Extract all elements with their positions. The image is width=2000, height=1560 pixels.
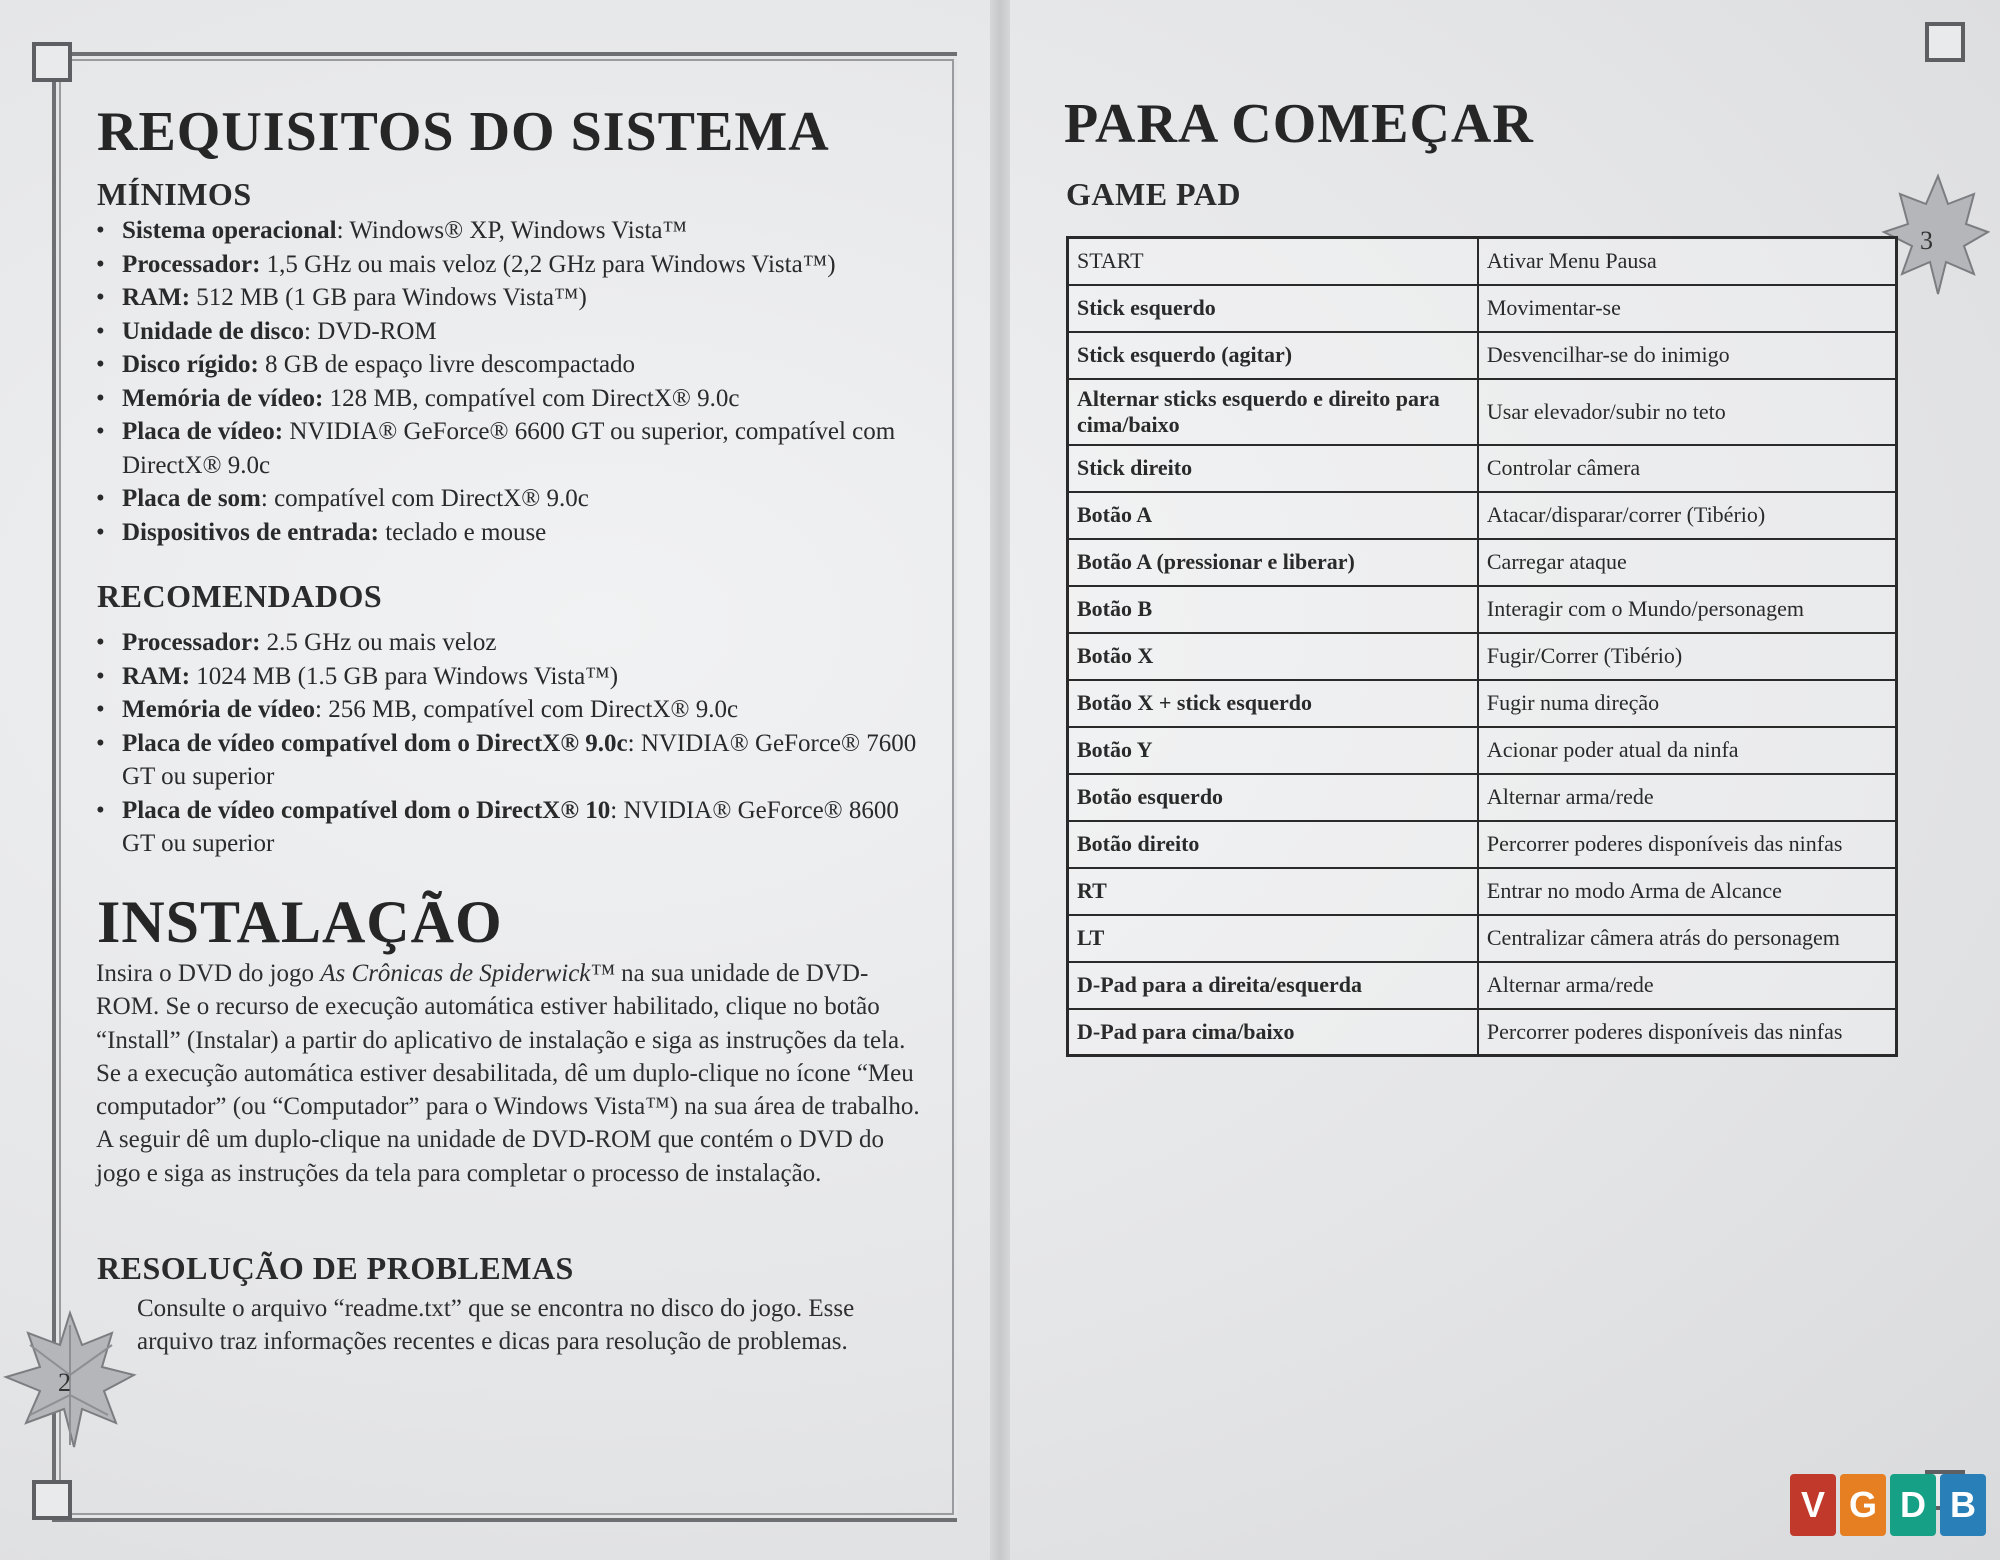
requirement-value: teclado e mouse [378, 518, 547, 546]
requirement-separator: : [610, 796, 618, 824]
requirement-label: Memória de vídeo [122, 696, 316, 723]
requirement-label: Processador: [122, 629, 261, 656]
page-number: 2 [58, 1368, 71, 1397]
control-input-cell: D-Pad para cima/baixo [1068, 1009, 1478, 1056]
control-input-cell: LT [1068, 915, 1478, 962]
table-row [1068, 379, 1897, 445]
watermark-letter: B [1940, 1474, 1986, 1536]
requirement-value: 2.5 GHz ou mais veloz [260, 629, 497, 656]
control-input-cell: RT [1068, 868, 1478, 915]
requirement-label: Disco rígido: [122, 351, 259, 378]
control-action-cell: Controlar câmera [1478, 445, 1897, 492]
installation-text: Insira o DVD do jogo [96, 960, 321, 987]
control-action-cell: Interagir com o Mundo/personagem [1478, 586, 1897, 633]
requirement-item [94, 248, 934, 282]
requirement-item [94, 693, 934, 727]
requirement-value: 1,5 GHz ou mais veloz (2,2 GHz para Windows Vista™) [260, 250, 836, 278]
control-input-cell: START [1068, 238, 1478, 285]
requirement-item [94, 727, 934, 794]
requirement-separator: : [260, 485, 268, 512]
requirement-item [94, 281, 934, 315]
requirement-label: Placa de som [122, 485, 261, 512]
minimum-requirements-list [94, 214, 934, 549]
control-action-cell: Entrar no modo Arma de Alcance [1478, 868, 1897, 915]
table-row [1068, 332, 1897, 379]
requirement-separator: : [303, 317, 311, 345]
page-number: 3 [1920, 226, 1933, 255]
control-input-cell: Botão X [1068, 633, 1478, 680]
frame-corner-ornament [32, 42, 72, 82]
control-action-cell: Alternar arma/rede [1478, 962, 1897, 1009]
requirement-item [94, 348, 934, 382]
control-action-cell: Atacar/disparar/correr (Tibério) [1478, 492, 1897, 539]
table-row [1068, 445, 1897, 492]
requirement-label: RAM: [122, 662, 191, 690]
control-input-cell: Botão direito [1068, 821, 1478, 868]
requirement-label: Placa de vídeo compatível dom o DirectX® 10 [122, 796, 611, 824]
control-input-cell: Stick esquerdo [1068, 285, 1478, 332]
table-row [1068, 774, 1897, 821]
requirement-label: Memória de vídeo: [122, 384, 324, 412]
control-input-cell: Alternar sticks esquerdo e direito para cima/baixo [1068, 379, 1478, 445]
system-requirements-title: REQUISITOS DO SISTEMA [97, 101, 830, 163]
requirement-item [94, 794, 934, 861]
table-row [1068, 586, 1897, 633]
requirement-value: NVIDIA® GeForce® 7600 GT ou superior [122, 729, 917, 790]
game-pad-controls-table [1066, 236, 1898, 1057]
requirement-value: 1024 MB (1.5 GB para Windows Vista™) [190, 662, 619, 690]
control-action-cell: Acionar poder atual da ninfa [1478, 727, 1897, 774]
installation-text: na sua unidade de DVD-ROM. Se o recurso de execução automática estiver habilitado, clique no botão “Install” (Instalar) a partir do aplicativo de instalação e siga as instruções da tela. Se a execução automática estiver desabilitada, dê um duplo-clique no ícone “Meu computador” (ou “Computador” para o Windows Vista™) na sua área de trabalho. A seguir dê um duplo-clique na unidade de DVD-ROM que contém o DVD do jogo e siga as instruções da tela para completar o processo de instalação. [96, 960, 920, 1187]
control-input-cell: Botão esquerdo [1068, 774, 1478, 821]
control-input-cell: Botão A [1068, 492, 1478, 539]
requirement-value: 256 MB, compatível com DirectX® 9.0c [321, 696, 739, 723]
table-row [1068, 285, 1897, 332]
requirement-label: Placa de vídeo compatível dom o DirectX® 9.0c [122, 729, 628, 757]
table-row [1068, 238, 1897, 285]
requirement-label: Placa de vídeo: [122, 418, 284, 445]
requirement-item [94, 516, 934, 550]
watermark-letter: V [1790, 1474, 1836, 1536]
control-action-cell: Percorrer poderes disponíveis das ninfas [1478, 821, 1897, 868]
control-action-cell: Alternar arma/rede [1478, 774, 1897, 821]
table-row [1068, 492, 1897, 539]
control-action-cell: Ativar Menu Pausa [1478, 238, 1897, 285]
requirement-item [94, 482, 934, 516]
watermark-letter: D [1890, 1474, 1936, 1536]
requirement-item [94, 626, 934, 660]
control-action-cell: Usar elevador/subir no teto [1478, 379, 1897, 445]
frame-corner-ornament [1925, 22, 1965, 62]
control-action-cell: Movimentar-se [1478, 285, 1897, 332]
requirement-label: RAM: [122, 284, 191, 311]
frame-corner-ornament [32, 1480, 72, 1520]
table-row [1068, 821, 1897, 868]
control-input-cell: Botão Y [1068, 727, 1478, 774]
installation-title: INSTALAÇÃO [97, 889, 503, 955]
table-row [1068, 727, 1897, 774]
requirement-value: Windows® XP, Windows Vista™ [343, 217, 688, 244]
getting-started-title: PARA COMEÇAR [1064, 93, 1534, 155]
requirement-label: Dispositivos de entrada: [122, 518, 379, 546]
control-input-cell: Botão A (pressionar e liberar) [1068, 539, 1478, 586]
requirement-item [94, 415, 934, 482]
requirement-label: Unidade de disco [122, 317, 304, 345]
requirement-separator: : [315, 696, 322, 723]
table-row [1068, 962, 1897, 1009]
requirement-item [94, 315, 934, 349]
minimum-heading: MÍNIMOS [97, 176, 252, 212]
requirement-value: NVIDIA® GeForce® 6600 GT ou superior, compatível com DirectX® 9.0c [122, 418, 896, 479]
recommended-requirements-list [94, 626, 934, 861]
requirement-value: NVIDIA® GeForce® 8600 GT ou superior [122, 796, 899, 857]
table-row [1068, 680, 1897, 727]
table-row [1068, 915, 1897, 962]
vgdb-watermark-logo [1790, 1474, 1986, 1536]
control-input-cell: Stick direito [1068, 445, 1478, 492]
requirement-separator: : [627, 729, 635, 757]
requirement-value: 512 MB (1 GB para Windows Vista™) [190, 284, 587, 311]
table-row [1068, 539, 1897, 586]
control-input-cell: Stick esquerdo (agitar) [1068, 332, 1478, 379]
requirement-value: compatível com DirectX® 9.0c [267, 485, 589, 512]
requirement-separator: : [336, 217, 344, 244]
control-input-cell: Botão B [1068, 586, 1478, 633]
requirement-item [94, 660, 934, 694]
recommended-heading: RECOMENDADOS [97, 578, 383, 614]
game-pad-heading: GAME PAD [1066, 176, 1241, 212]
control-action-cell: Desvencilhar-se do inimigo [1478, 332, 1897, 379]
table-row [1068, 633, 1897, 680]
requirement-label: Sistema operacional [122, 217, 337, 244]
table-row [1068, 1009, 1897, 1056]
requirement-value: DVD-ROM [310, 317, 437, 345]
control-action-cell: Carregar ataque [1478, 539, 1897, 586]
game-title-italic: As Crônicas de Spiderwick™ [320, 960, 615, 987]
requirement-item [94, 382, 934, 416]
control-action-cell: Percorrer poderes disponíveis das ninfas [1478, 1009, 1897, 1056]
control-action-cell: Centralizar câmera atrás do personagem [1478, 915, 1897, 962]
table-row [1068, 868, 1897, 915]
requirement-label: Processador: [122, 250, 261, 278]
watermark-letter: G [1840, 1474, 1886, 1536]
control-input-cell: D-Pad para a direita/esquerda [1068, 962, 1478, 1009]
control-input-cell: Botão X + stick esquerdo [1068, 680, 1478, 727]
requirement-value: 8 GB de espaço livre descompactado [258, 351, 636, 378]
requirement-value: 128 MB, compatível com DirectX® 9.0c [323, 384, 740, 412]
control-action-cell: Fugir numa direção [1478, 680, 1897, 727]
troubleshooting-paragraph: Consulte o arquivo “readme.txt” que se encontra no disco do jogo. Esse arquivo traz informações recentes e dicas para resolução de problemas. [137, 1295, 855, 1356]
requirement-item [94, 214, 934, 248]
control-action-cell: Fugir/Correr (Tibério) [1478, 633, 1897, 680]
installation-paragraph [96, 957, 921, 1190]
troubleshooting-heading: RESOLUÇÃO DE PROBLEMAS [97, 1250, 574, 1286]
